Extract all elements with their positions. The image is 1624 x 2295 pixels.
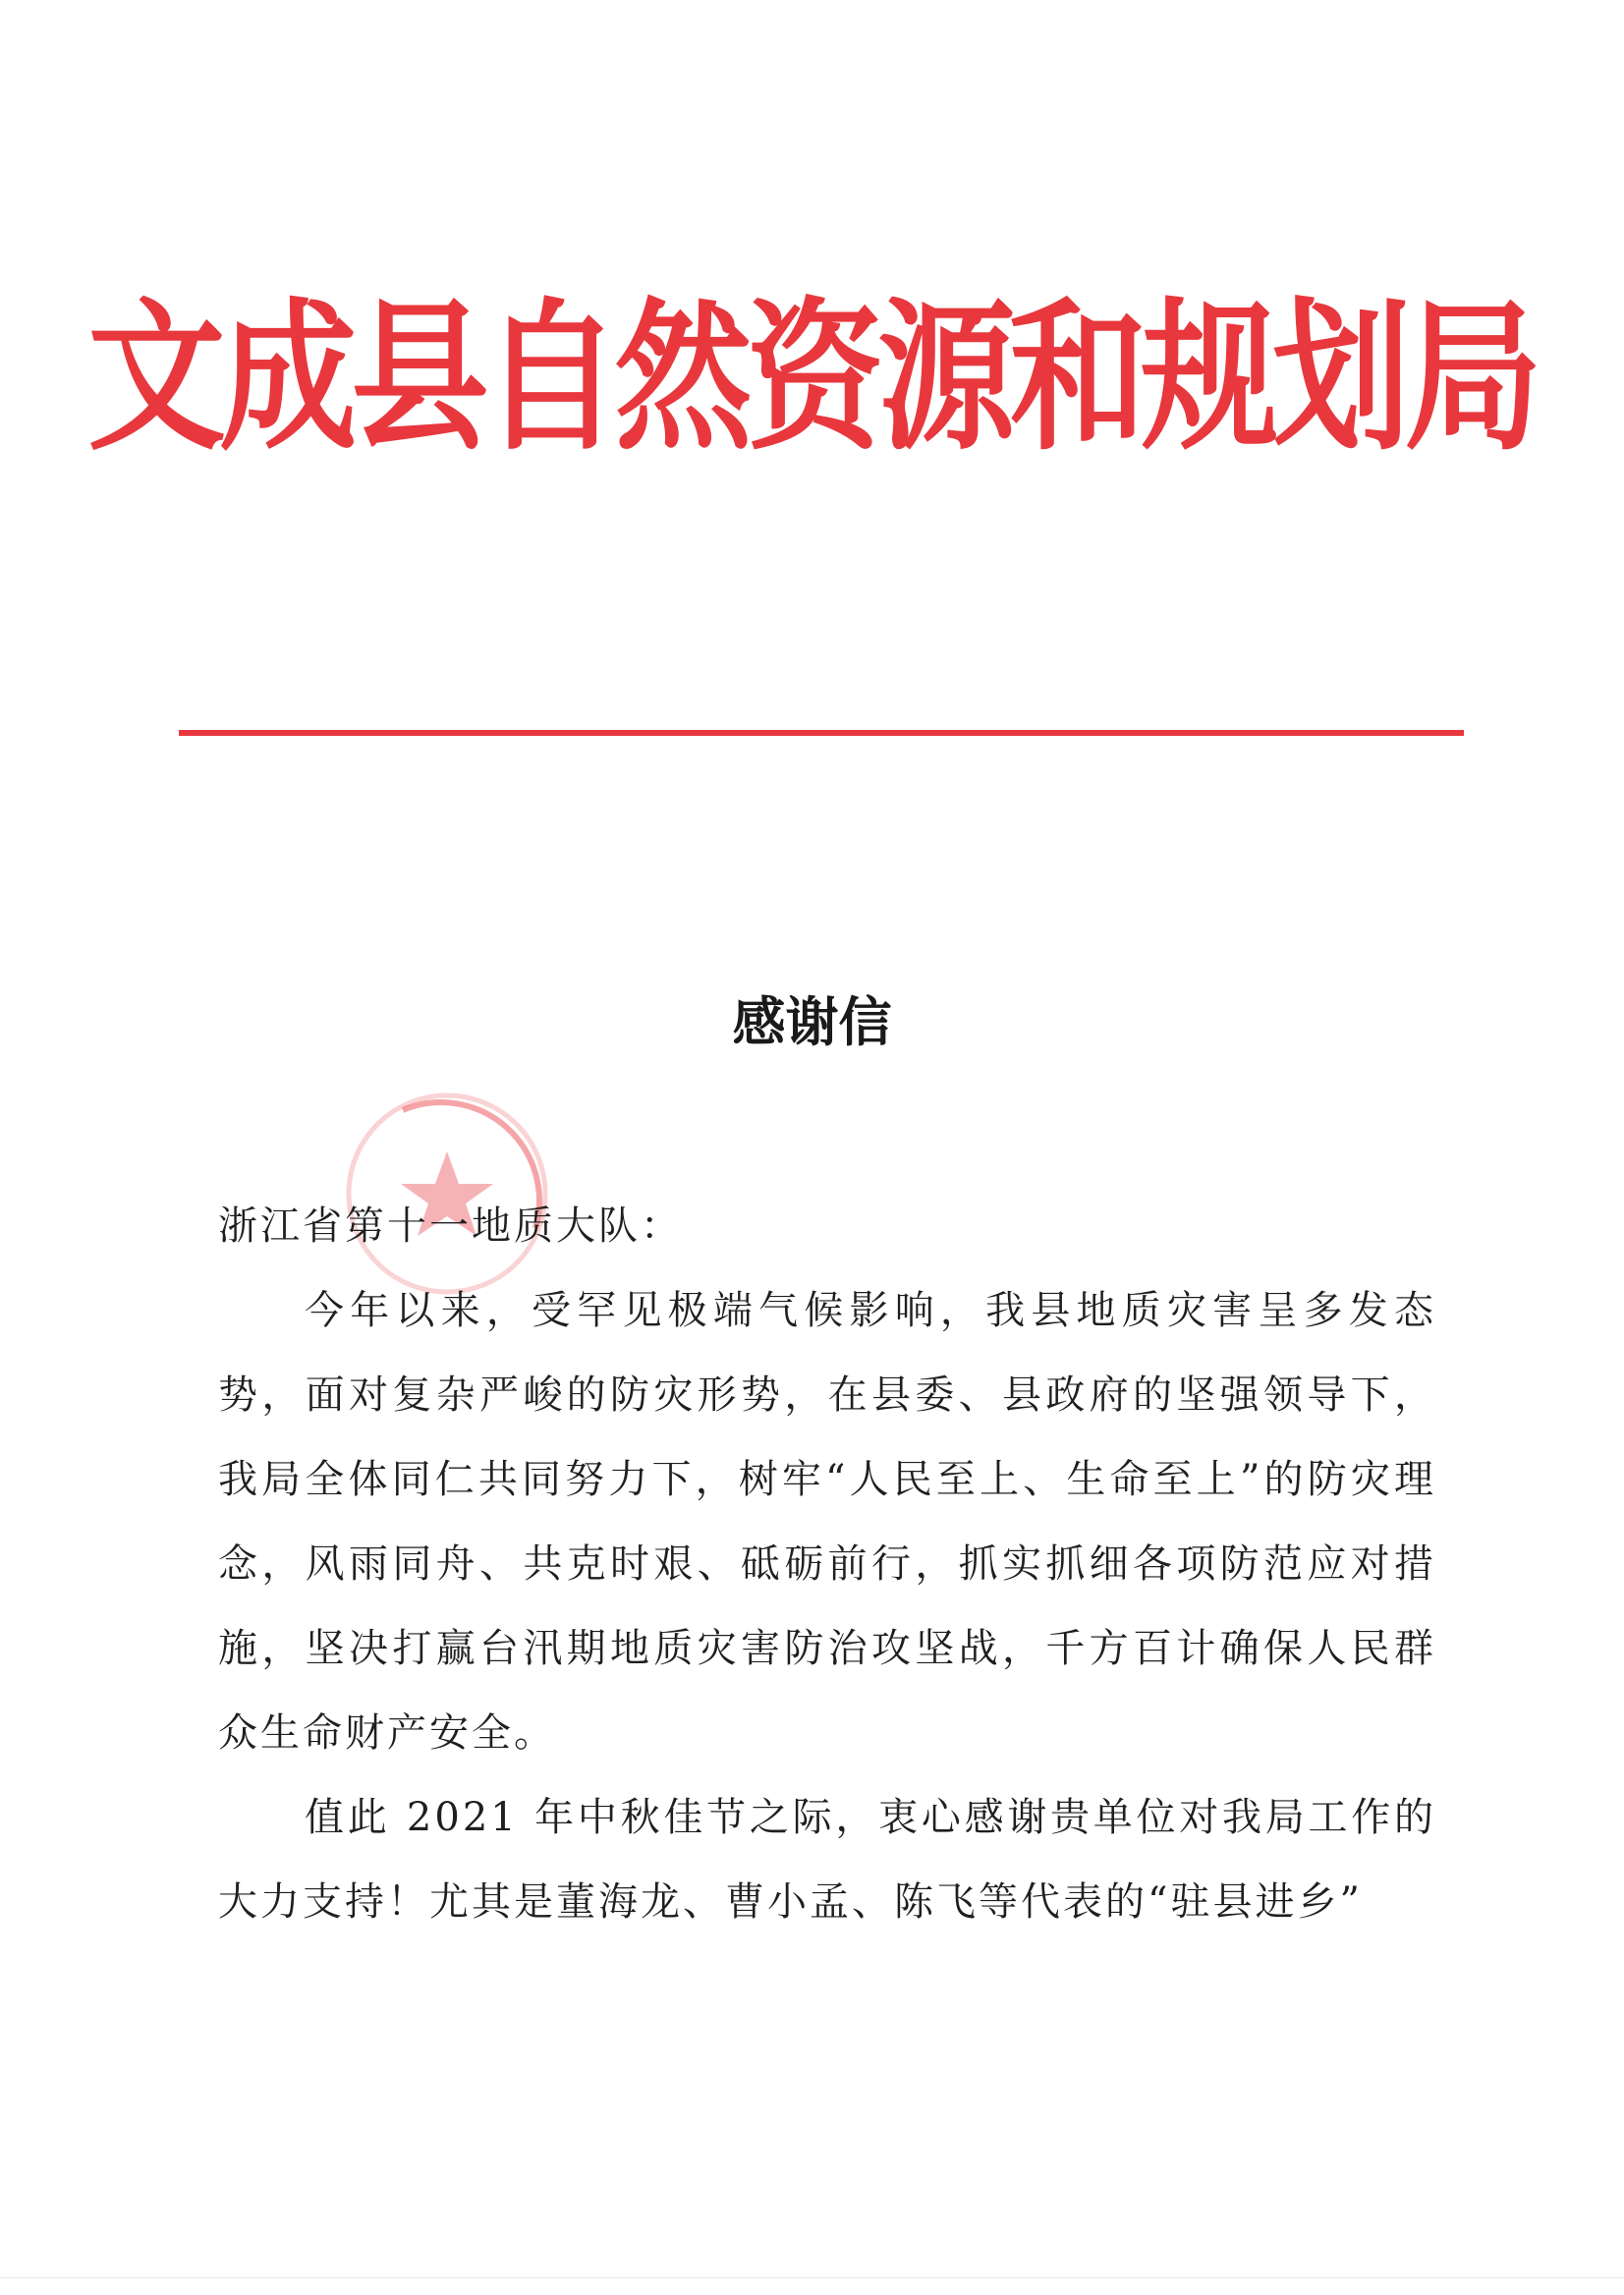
letterhead-divider — [179, 730, 1464, 736]
document-title: 感谢信 — [732, 990, 892, 1053]
paragraph: 值此 2021 年中秋佳节之际，衷心感谢贵单位对我局工作的大力支持！尤其是董海龙、曹小孟、陈飞等代表的“驻县进乡” — [218, 1795, 1436, 1925]
page-bottom-edge — [0, 2277, 1624, 2278]
letterhead — [0, 280, 1624, 476]
organization-name: 文成县自然资源和规划局 — [87, 283, 1537, 474]
paragraph: 今年以来，受罕见极端气候影响，我县地质灾害呈多发态势，面对复杂严峻的防灾形势，在县委、县政府的坚强领导下，我局全体同仁共同努力下，树牢“人民至上、生命至上”的防灾理念，风雨同舟、共克时艰、砥砺前行，抓实抓细各项防范应对措施，坚决打赢台汛期地质灾害防治攻坚战，千方百计确保人民群众生命财产安全。 — [218, 1288, 1436, 1756]
letter-body — [218, 1184, 1436, 1944]
salutation: 浙江省第十一地质大队： — [218, 1203, 683, 1249]
